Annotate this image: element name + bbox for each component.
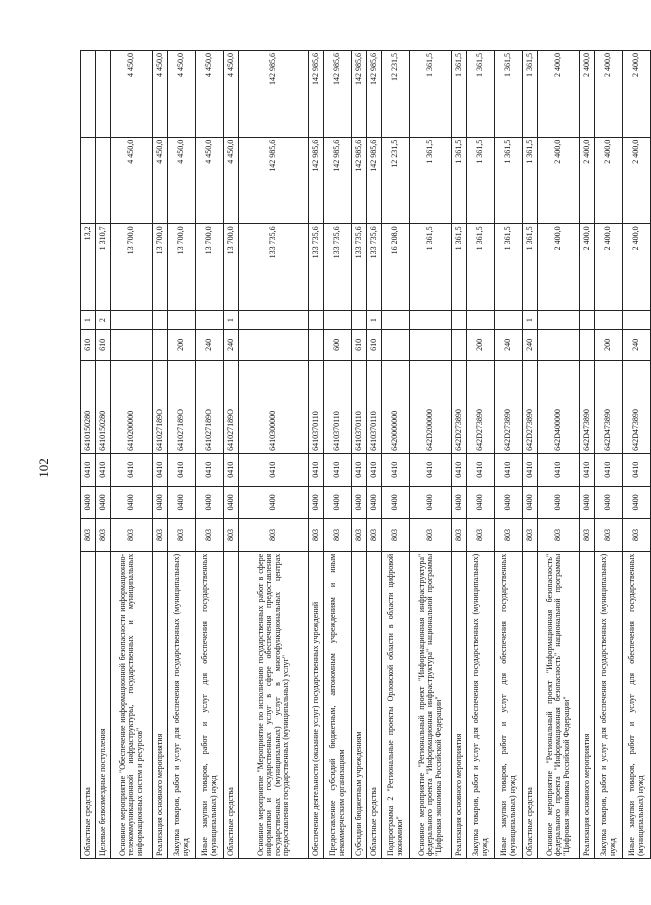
amount-year-3: 142 985,6 xyxy=(352,51,367,138)
subsection-code: 0410 xyxy=(538,453,580,486)
grbs-code: 803 xyxy=(623,519,651,552)
amount-year-2 xyxy=(81,137,96,224)
expense-type-code: 200 xyxy=(168,330,196,360)
row-name: Иные закупки товаров, работ и услуг для обеспечения государственных (муниципальных) нужд xyxy=(623,551,651,858)
row-name: Основное мероприятие "Региональный проект "Информационная безопасность" федерального проекта "Информационная безопасность" национальной программы "Цифровая экономика Российской Федерации" xyxy=(538,551,580,858)
expense-type-code xyxy=(309,330,324,360)
section-code: 0400 xyxy=(595,486,623,519)
expense-type-code xyxy=(111,330,153,360)
amount-year-2: 2 400,0 xyxy=(538,137,580,224)
row-name: Основное мероприятие "Региональный проект "Информационная инфраструктура" федерального проекта "Информационная инфраструктура" национальной программы "Цифровая экономика Российской Федерации" xyxy=(410,551,452,858)
table-row xyxy=(495,51,523,859)
section-code: 0400 xyxy=(467,486,495,519)
amount-year-2: 4 450,0 xyxy=(196,137,224,224)
table-row xyxy=(96,51,111,859)
amount-year-1: 1 310,7 xyxy=(96,224,111,311)
funding-source-code: 1 xyxy=(523,311,538,330)
amount-year-2: 2 400,0 xyxy=(623,137,651,224)
amount-year-3: 12 231,5 xyxy=(382,51,410,138)
grbs-code: 803 xyxy=(452,519,467,552)
amount-year-1: 13 700,0 xyxy=(153,224,168,311)
amount-year-2: 1 361,5 xyxy=(410,137,452,224)
table-row xyxy=(410,51,452,859)
row-name: Областные средства xyxy=(81,551,96,858)
target-article-code: 642D400000 xyxy=(538,360,580,453)
target-article-code: 6410200000 xyxy=(111,360,153,453)
table-row xyxy=(111,51,153,859)
subsection-code: 0410 xyxy=(367,453,382,486)
section-code: 0400 xyxy=(452,486,467,519)
amount-year-1: 2 400,0 xyxy=(595,224,623,311)
amount-year-3: 2 400,0 xyxy=(595,51,623,138)
amount-year-3: 142 985,6 xyxy=(367,51,382,138)
table-row xyxy=(196,51,224,859)
amount-year-1: 133 735,6 xyxy=(352,224,367,311)
row-name: Реализация основного мероприятия xyxy=(580,551,595,858)
table-row xyxy=(382,51,410,859)
section-code: 0400 xyxy=(224,486,239,519)
grbs-code: 803 xyxy=(523,519,538,552)
amount-year-2: 142 985,6 xyxy=(352,137,367,224)
grbs-code: 803 xyxy=(495,519,523,552)
amount-year-1: 16 208,0 xyxy=(382,224,410,311)
section-code: 0400 xyxy=(168,486,196,519)
section-code: 0400 xyxy=(309,486,324,519)
amount-year-1: 13 700,0 xyxy=(168,224,196,311)
subsection-code: 0410 xyxy=(81,453,96,486)
table-row xyxy=(309,51,324,859)
subsection-code: 0410 xyxy=(239,453,309,486)
row-name: Целевые безвозмездные поступления xyxy=(96,551,111,858)
amount-year-3: 1 361,5 xyxy=(495,51,523,138)
rotated-table-container xyxy=(80,50,645,859)
section-code: 0400 xyxy=(538,486,580,519)
table-row xyxy=(467,51,495,859)
amount-year-2: 142 985,6 xyxy=(309,137,324,224)
amount-year-1: 2 400,0 xyxy=(580,224,595,311)
funding-source-code xyxy=(168,311,196,330)
row-name: Подпрограмма 2 "Региональные проекты Орловской области в области цифровой экономики" xyxy=(382,551,410,858)
target-article-code: 6410370110 xyxy=(309,360,324,453)
table-row xyxy=(538,51,580,859)
subsection-code: 0410 xyxy=(523,453,538,486)
amount-year-1: 1 361,5 xyxy=(523,224,538,311)
target-article-code: 641027189О xyxy=(153,360,168,453)
row-name: Основное мероприятие "Мероприятие по исполнению государственных работ в сфере информатики и государственных услуг в сфере обеспечения предоставления государственных (муниципальных) услуг в многофункциональных центрах предоставления государственных (муниципальных) услуг" xyxy=(239,551,309,858)
grbs-code: 803 xyxy=(538,519,580,552)
amount-year-1: 13 700,0 xyxy=(224,224,239,311)
amount-year-3: 4 450,0 xyxy=(153,51,168,138)
funding-source-code: 1 xyxy=(224,311,239,330)
row-name: Реализация основного мероприятия xyxy=(452,551,467,858)
amount-year-2: 142 985,6 xyxy=(324,137,352,224)
funding-source-code xyxy=(467,311,495,330)
row-name: Субсидии бюджетным учреждениям xyxy=(352,551,367,858)
subsection-code: 0410 xyxy=(324,453,352,486)
expense-type-code: 240 xyxy=(523,330,538,360)
subsection-code: 0410 xyxy=(168,453,196,486)
subsection-code: 0410 xyxy=(153,453,168,486)
section-code: 0400 xyxy=(382,486,410,519)
table-row xyxy=(81,51,96,859)
amount-year-1: 1 361,5 xyxy=(410,224,452,311)
grbs-code: 803 xyxy=(196,519,224,552)
target-article-code: 6410300000 xyxy=(239,360,309,453)
expense-type-code: 240 xyxy=(224,330,239,360)
table-row xyxy=(168,51,196,859)
section-code: 0400 xyxy=(239,486,309,519)
amount-year-2: 12 231,5 xyxy=(382,137,410,224)
amount-year-2: 4 450,0 xyxy=(168,137,196,224)
target-article-code: 642D473890 xyxy=(623,360,651,453)
row-name: Обеспечение деятельности (оказание услуг) государственных учреждений xyxy=(309,551,324,858)
row-name: Закупка товаров, работ и услуг для обеспечения государственных (муниципальных) нужд xyxy=(168,551,196,858)
amount-year-3: 1 361,5 xyxy=(467,51,495,138)
grbs-code: 803 xyxy=(410,519,452,552)
section-code: 0400 xyxy=(580,486,595,519)
target-article-code: 642D473890 xyxy=(580,360,595,453)
row-name: Иные закупки товаров, работ и услуг для обеспечения государственных (муниципальных) нужд xyxy=(196,551,224,858)
row-name: Областные средства xyxy=(523,551,538,858)
table-row xyxy=(580,51,595,859)
section-code: 0400 xyxy=(111,486,153,519)
funding-source-code xyxy=(495,311,523,330)
grbs-code: 803 xyxy=(168,519,196,552)
amount-year-3: 4 450,0 xyxy=(168,51,196,138)
amount-year-2: 4 450,0 xyxy=(153,137,168,224)
grbs-code: 803 xyxy=(324,519,352,552)
target-article-code: 6410370110 xyxy=(367,360,382,453)
target-article-code: 642D273890 xyxy=(523,360,538,453)
section-code: 0400 xyxy=(495,486,523,519)
amount-year-1: 2 400,0 xyxy=(623,224,651,311)
target-article-code: 6410370110 xyxy=(324,360,352,453)
funding-source-code xyxy=(324,311,352,330)
subsection-code: 0410 xyxy=(580,453,595,486)
section-code: 0400 xyxy=(324,486,352,519)
target-article-code: 642D473890 xyxy=(595,360,623,453)
amount-year-2: 142 985,6 xyxy=(367,137,382,224)
funding-source-code xyxy=(111,311,153,330)
row-name: Закупка товаров, работ и услуг для обеспечения государственных (муниципальных) нужд xyxy=(595,551,623,858)
target-article-code: 6410150280 xyxy=(81,360,96,453)
target-article-code: 6410370110 xyxy=(352,360,367,453)
expense-type-code: 200 xyxy=(595,330,623,360)
budget-table xyxy=(80,50,651,859)
grbs-code: 803 xyxy=(309,519,324,552)
amount-year-2 xyxy=(96,137,111,224)
funding-source-code xyxy=(410,311,452,330)
amount-year-3: 2 400,0 xyxy=(623,51,651,138)
table-row xyxy=(523,51,538,859)
amount-year-2: 4 450,0 xyxy=(224,137,239,224)
row-name: Предоставление субсидий бюджетным, автономным учреждениям и иным некоммерческим организациям xyxy=(324,551,352,858)
amount-year-2: 1 361,5 xyxy=(495,137,523,224)
amount-year-2: 2 400,0 xyxy=(580,137,595,224)
target-article-code: 641027189О xyxy=(224,360,239,453)
amount-year-3: 2 400,0 xyxy=(580,51,595,138)
funding-source-code xyxy=(239,311,309,330)
funding-source-code xyxy=(352,311,367,330)
expense-type-code: 610 xyxy=(352,330,367,360)
amount-year-3: 1 361,5 xyxy=(452,51,467,138)
grbs-code: 803 xyxy=(352,519,367,552)
amount-year-3 xyxy=(81,51,96,138)
amount-year-1: 133 735,6 xyxy=(324,224,352,311)
amount-year-2: 1 361,5 xyxy=(452,137,467,224)
amount-year-2: 2 400,0 xyxy=(595,137,623,224)
funding-source-code xyxy=(153,311,168,330)
amount-year-3: 2 400,0 xyxy=(538,51,580,138)
section-code: 0400 xyxy=(196,486,224,519)
amount-year-1: 2 400,0 xyxy=(538,224,580,311)
subsection-code: 0410 xyxy=(452,453,467,486)
amount-year-3: 4 450,0 xyxy=(224,51,239,138)
target-article-code: 6410150280 xyxy=(96,360,111,453)
target-article-code: 642D273890 xyxy=(495,360,523,453)
subsection-code: 0410 xyxy=(224,453,239,486)
amount-year-1: 133 735,6 xyxy=(239,224,309,311)
row-name: Основное мероприятие "Обеспечение информационной безопасности информационно-телекоммуникационной инфраструктуры, государственных и муниципальных информационных систем и ресурсов" xyxy=(111,551,153,858)
grbs-code: 803 xyxy=(96,519,111,552)
expense-type-code: 610 xyxy=(367,330,382,360)
expense-type-code xyxy=(452,330,467,360)
amount-year-1: 1 361,5 xyxy=(467,224,495,311)
subsection-code: 0410 xyxy=(111,453,153,486)
funding-source-code xyxy=(452,311,467,330)
amount-year-3 xyxy=(96,51,111,138)
subsection-code: 0410 xyxy=(382,453,410,486)
target-article-code: 642D273890 xyxy=(467,360,495,453)
funding-source-code xyxy=(623,311,651,330)
expense-type-code: 240 xyxy=(623,330,651,360)
expense-type-code xyxy=(580,330,595,360)
expense-type-code: 200 xyxy=(467,330,495,360)
funding-source-code xyxy=(196,311,224,330)
expense-type-code: 610 xyxy=(81,330,96,360)
grbs-code: 803 xyxy=(367,519,382,552)
row-name: Закупка товаров, работ и услуг для обеспечения государственных (муниципальных) нужд xyxy=(467,551,495,858)
subsection-code: 0410 xyxy=(495,453,523,486)
page-number: 102 xyxy=(35,458,51,478)
expense-type-code: 610 xyxy=(96,330,111,360)
funding-source-code xyxy=(382,311,410,330)
section-code: 0400 xyxy=(523,486,538,519)
grbs-code: 803 xyxy=(81,519,96,552)
amount-year-1: 133 735,6 xyxy=(309,224,324,311)
expense-type-code xyxy=(153,330,168,360)
row-name: Областные средства xyxy=(224,551,239,858)
section-code: 0400 xyxy=(352,486,367,519)
table-row xyxy=(595,51,623,859)
table-row xyxy=(239,51,309,859)
amount-year-3: 1 361,5 xyxy=(523,51,538,138)
funding-source-code xyxy=(580,311,595,330)
amount-year-3: 4 450,0 xyxy=(111,51,153,138)
expense-type-code: 240 xyxy=(495,330,523,360)
target-article-code: 642D273890 xyxy=(452,360,467,453)
budget-table-body xyxy=(81,51,651,859)
amount-year-3: 142 985,6 xyxy=(309,51,324,138)
target-article-code: 6420000000 xyxy=(382,360,410,453)
grbs-code: 803 xyxy=(467,519,495,552)
amount-year-1: 13 700,0 xyxy=(111,224,153,311)
row-name: Реализация основного мероприятия xyxy=(153,551,168,858)
subsection-code: 0410 xyxy=(352,453,367,486)
section-code: 0400 xyxy=(623,486,651,519)
subsection-code: 0410 xyxy=(309,453,324,486)
subsection-code: 0410 xyxy=(96,453,111,486)
funding-source-code: 1 xyxy=(81,311,96,330)
amount-year-1: 13,2 xyxy=(81,224,96,311)
section-code: 0400 xyxy=(410,486,452,519)
expense-type-code xyxy=(410,330,452,360)
target-article-code: 642D200000 xyxy=(410,360,452,453)
row-name: Областные средства xyxy=(367,551,382,858)
row-name: Иные закупки товаров, работ и услуг для обеспечения государственных (муниципальных) нужд xyxy=(495,551,523,858)
amount-year-2: 4 450,0 xyxy=(111,137,153,224)
amount-year-1: 133 735,6 xyxy=(367,224,382,311)
amount-year-3: 142 985,6 xyxy=(239,51,309,138)
target-article-code: 641027189О xyxy=(196,360,224,453)
table-row xyxy=(224,51,239,859)
amount-year-3: 4 450,0 xyxy=(196,51,224,138)
table-row xyxy=(324,51,352,859)
section-code: 0400 xyxy=(367,486,382,519)
table-row xyxy=(153,51,168,859)
expense-type-code xyxy=(538,330,580,360)
grbs-code: 803 xyxy=(153,519,168,552)
amount-year-2: 1 361,5 xyxy=(467,137,495,224)
target-article-code: 641027189О xyxy=(168,360,196,453)
table-row xyxy=(623,51,651,859)
funding-source-code xyxy=(309,311,324,330)
amount-year-3: 142 985,6 xyxy=(324,51,352,138)
expense-type-code xyxy=(382,330,410,360)
section-code: 0400 xyxy=(81,486,96,519)
amount-year-1: 13 700,0 xyxy=(196,224,224,311)
subsection-code: 0410 xyxy=(623,453,651,486)
expense-type-code: 240 xyxy=(196,330,224,360)
grbs-code: 803 xyxy=(595,519,623,552)
subsection-code: 0410 xyxy=(410,453,452,486)
table-row xyxy=(452,51,467,859)
subsection-code: 0410 xyxy=(467,453,495,486)
amount-year-2: 142 985,6 xyxy=(239,137,309,224)
amount-year-1: 1 361,5 xyxy=(452,224,467,311)
amount-year-2: 1 361,5 xyxy=(523,137,538,224)
funding-source-code: 2 xyxy=(96,311,111,330)
grbs-code: 803 xyxy=(580,519,595,552)
subsection-code: 0410 xyxy=(196,453,224,486)
section-code: 0400 xyxy=(153,486,168,519)
amount-year-3: 1 361,5 xyxy=(410,51,452,138)
funding-source-code xyxy=(595,311,623,330)
subsection-code: 0410 xyxy=(595,453,623,486)
section-code: 0400 xyxy=(96,486,111,519)
expense-type-code: 600 xyxy=(324,330,352,360)
table-row xyxy=(352,51,367,859)
grbs-code: 803 xyxy=(239,519,309,552)
funding-source-code xyxy=(538,311,580,330)
grbs-code: 803 xyxy=(111,519,153,552)
amount-year-1: 1 361,5 xyxy=(495,224,523,311)
expense-type-code xyxy=(239,330,309,360)
grbs-code: 803 xyxy=(382,519,410,552)
table-row xyxy=(367,51,382,859)
funding-source-code: 1 xyxy=(367,311,382,330)
grbs-code: 803 xyxy=(224,519,239,552)
